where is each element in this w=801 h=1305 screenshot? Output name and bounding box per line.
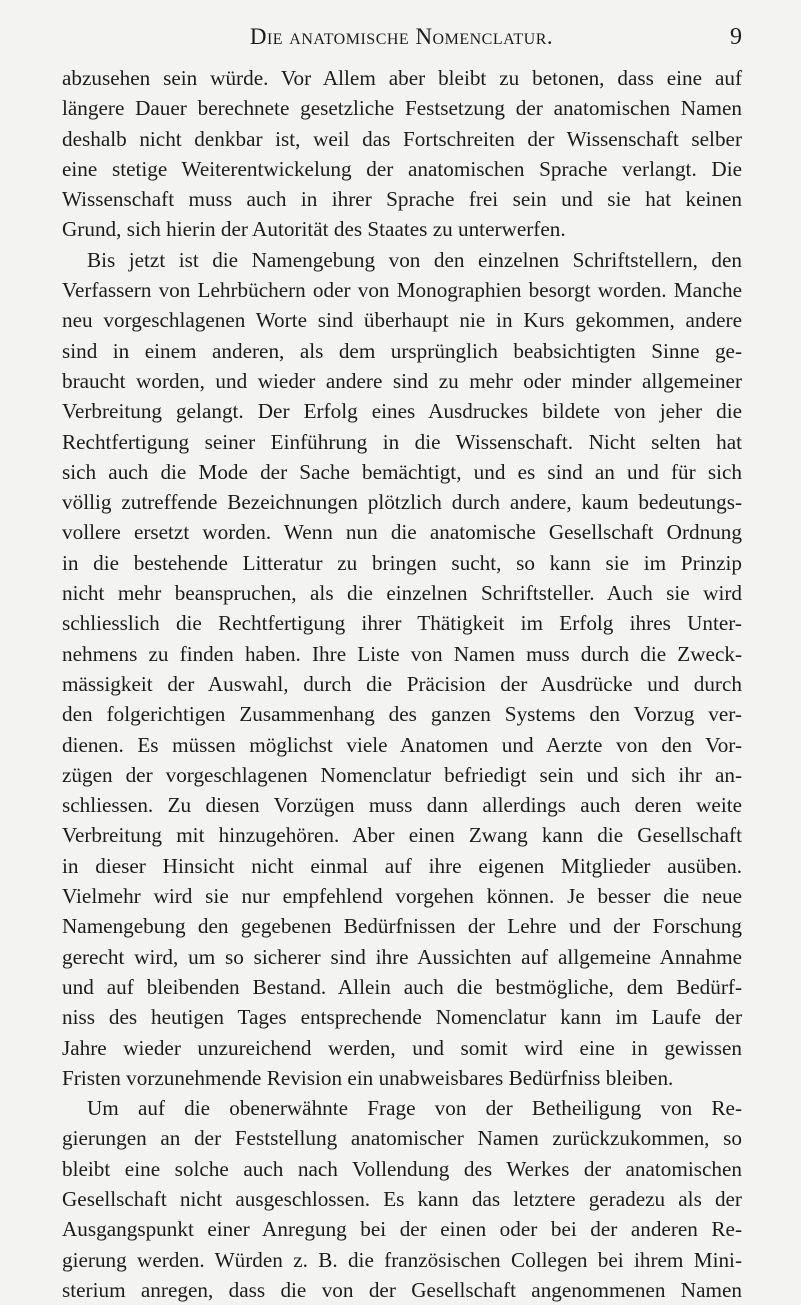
text-line: sterium anregen, dass die von der Gesellschaft angenommenen Namen bbox=[62, 1277, 742, 1302]
text-line: schliesslich die Rechtfertigung ihrer Thätigkeit im Erfolg ihres Unter- bbox=[62, 611, 742, 636]
page-header bbox=[61, 24, 742, 54]
text-line: sich auch die Mode der Sache bemächtigt, und es sind an und für sich bbox=[62, 459, 742, 484]
text-line: den folgerichtigen Zusammenhang des ganzen Systems den Vorzug ver- bbox=[62, 702, 742, 727]
text-line: nicht mehr beanspruchen, als die einzelnen Schriftsteller. Auch sie wird bbox=[62, 581, 742, 606]
body-text bbox=[62, 63, 742, 1305]
text-line: nehmens zu finden haben. Ihre Liste von Namen muss durch die Zweck- bbox=[62, 641, 742, 666]
text-line: Bis jetzt ist die Namengebung von den einzelnen Schriftstellern, den bbox=[87, 247, 742, 272]
text-line: niss des heutigen Tages entsprechende Nomenclatur kann im Laufe der bbox=[62, 1005, 742, 1030]
text-line: Verfassern von Lehrbüchern oder von Monographien besorgt worden. Manche bbox=[62, 278, 742, 303]
text-line: dienen. Es müssen möglichst viele Anatomen und Aerzte von den Vor- bbox=[62, 732, 742, 757]
text-line: gierungen an der Feststellung anatomischer Namen zurückzukommen, so bbox=[62, 1126, 742, 1151]
text-line: Gesellschaft nicht ausgeschlossen. Es kann das letztere geradezu als der bbox=[62, 1186, 742, 1211]
text-line: gerecht wird, um so sicherer sind ihre Aussichten auf allgemeine Annahme bbox=[62, 944, 742, 969]
text-line: Verbreitung mit hinzugehören. Aber einen Zwang kann die Gesellschaft bbox=[62, 823, 742, 848]
text-line: Rechtfertigung seiner Einführung in die Wissenschaft. Nicht selten hat bbox=[62, 429, 742, 454]
text-line: sind in einem anderen, als dem ursprünglich beabsichtigten Sinne ge- bbox=[62, 338, 742, 363]
text-line: mässigkeit der Auswahl, durch die Präcision der Ausdrücke und durch bbox=[62, 671, 742, 696]
text-line: Um auf die obenerwähnte Frage von der Betheiligung von Re- bbox=[87, 1096, 742, 1121]
text-line: bleibt eine solche auch nach Vollendung des Werkes der anatomischen bbox=[62, 1156, 742, 1181]
text-line: Vielmehr wird sie nur empfehlend vorgehen können. Je besser die neue bbox=[62, 884, 742, 909]
text-line: Ausgangspunkt einer Anregung bei der einen oder bei der anderen Re- bbox=[62, 1217, 742, 1242]
text-line: neu vorgeschlagenen Worte sind überhaupt nie in Kurs gekommen, andere bbox=[62, 308, 742, 333]
text-line: längere Dauer berechnete gesetzliche Festsetzung der anatomischen Namen bbox=[62, 96, 742, 121]
text-line: deshalb nicht denkbar ist, weil das Fortschreiten der Wissenschaft selber bbox=[62, 126, 742, 151]
text-line: Fristen vorzunehmende Revision ein unabweisbares Bedürfniss bleiben. bbox=[62, 1065, 674, 1090]
text-line: Verbreitung gelangt. Der Erfolg eines Ausdruckes bildete von jeher die bbox=[62, 399, 742, 424]
text-line: zügen der vorgeschlagenen Nomenclatur befriedigt sein und sich ihr an- bbox=[62, 762, 742, 787]
text-line: vollere ersetzt worden. Wenn nun die anatomische Gesellschaft Ordnung bbox=[62, 520, 742, 545]
text-line: in dieser Hinsicht nicht einmal auf ihre eigenen Mitglieder ausüben. bbox=[62, 853, 742, 878]
text-line: gierung werden. Würden z. B. die französischen Collegen bei ihrem Mini- bbox=[62, 1247, 742, 1272]
text-line: Wissenschaft muss auch in ihrer Sprache frei sein und sie hat keinen bbox=[62, 187, 742, 212]
text-line: Grund, sich hierin der Autorität des Staates zu unterwerfen. bbox=[62, 217, 566, 242]
running-title: Die anatomische Nomenclatur. bbox=[249, 24, 554, 49]
text-line: braucht worden, und wieder andere sind zu mehr oder minder allgemeiner bbox=[62, 368, 742, 393]
page-number: 9 bbox=[730, 24, 742, 50]
text-line: abzusehen sein würde. Vor Allem aber bleibt zu betonen, dass eine auf bbox=[62, 66, 742, 90]
text-line: und auf bleibenden Bestand. Allein auch die bestmögliche, dem Bedürf- bbox=[62, 974, 742, 999]
text-line: völlig zutreffende Bezeichnungen plötzlich durch andere, kaum bedeutungs- bbox=[62, 490, 742, 515]
text-line: eine stetige Weiterentwickelung der anatomischen Sprache verlangt. Die bbox=[62, 156, 742, 181]
text-line: Jahre wieder unzureichend werden, und somit wird eine in gewissen bbox=[62, 1035, 742, 1060]
text-line: in die bestehende Litteratur zu bringen sucht, so kann sie im Prinzip bbox=[62, 550, 742, 575]
text-line: Namengebung den gegebenen Bedürfnissen der Lehre und der Forschung bbox=[62, 914, 742, 939]
text-line: schliessen. Zu diesen Vorzügen muss dann allerdings auch deren weite bbox=[62, 793, 742, 818]
